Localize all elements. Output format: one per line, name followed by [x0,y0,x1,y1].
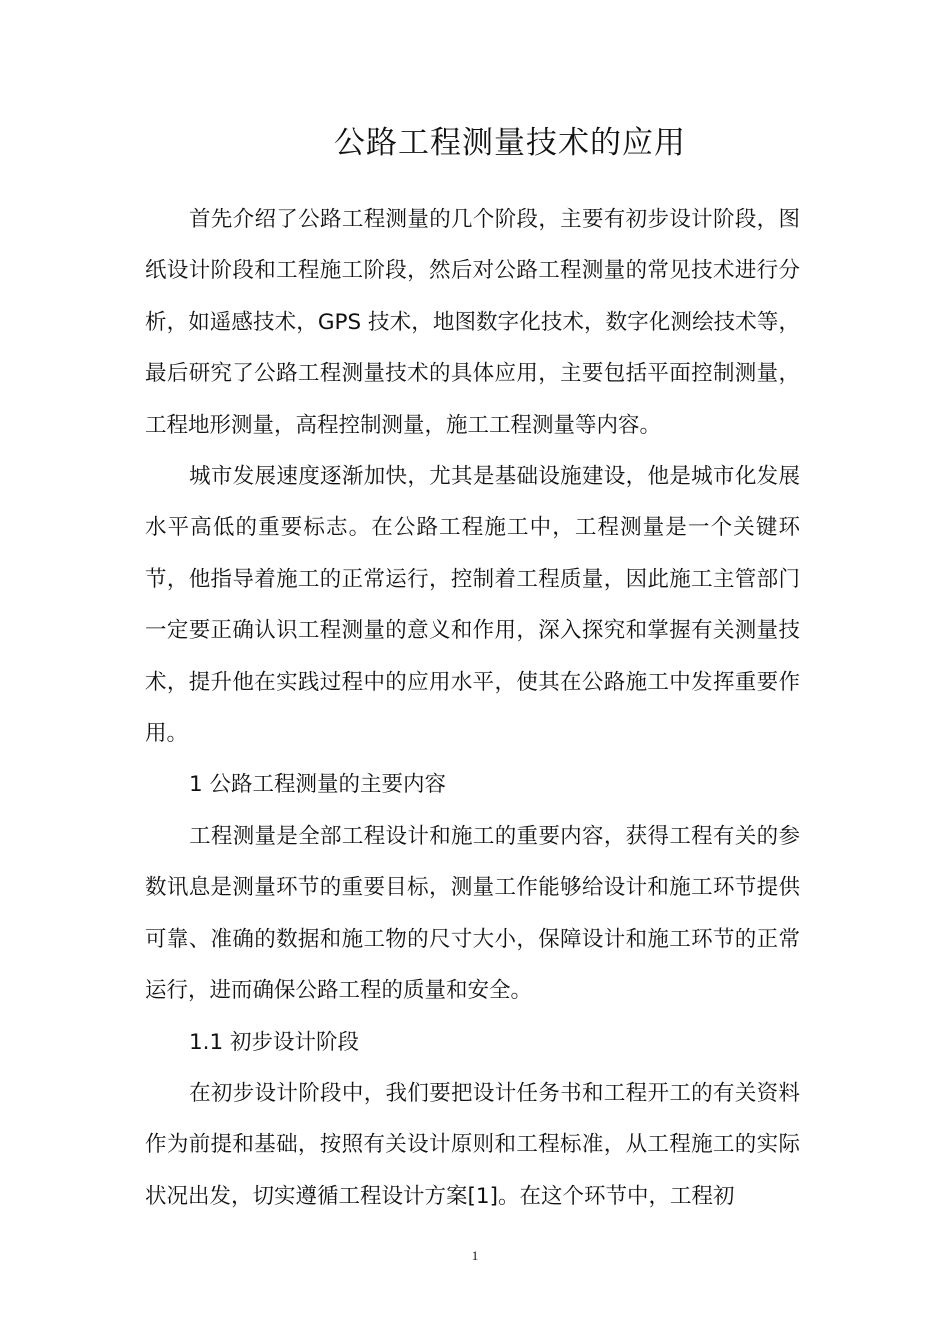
document-body [145,194,800,1222]
document-title: 公路工程测量技术的应用 [334,125,686,161]
section-heading-1: 1 公路工程测量的主要内容 [189,772,447,798]
section-heading-1-1: 1.1 初步设计阶段 [189,1029,360,1055]
paragraph-section-1: 工程测量是全部工程设计和施工的重要内容，获得工程有关的参数讯息是测量环节的重要目标，测量工作能够给设计和施工环节提供可靠、准确的数据和施工物的尺寸大小，保障设计和施工环节的正常运行，进而确保公路工程的质量和安全。 [145,823,800,1004]
paragraph-intro: 城市发展速度逐渐加快，尤其是基础设施建设，他是城市化发展水平高低的重要标志。在公路工程施工中，工程测量是一个关键环节，他指导着施工的正常运行，控制着工程质量，因此施工主管部门一定要正确认识工程测量的意义和作用，深入探究和掌握有关测量技术，提升他在实践过程中的应用水平，使其在公路施工中发挥重要作用。 [145,464,800,747]
page-number: 1 [471,1248,479,1263]
paragraph-abstract: 首先介绍了公路工程测量的几个阶段，主要有初步设计阶段，图纸设计阶段和工程施工阶段，然后对公路工程测量的常见技术进行分析，如遥感技术，GPS 技术，地图数字化技术，数字化测绘技术等，最后研究了公路工程测量技术的具体应用，主要包括平面控制测量，工程地形测量，高程控制测量，施工工程测量等内容。 [145,207,800,438]
paragraph-section-1-1: 在初步设计阶段中，我们要把设计任务书和工程开工的有关资料作为前提和基础，按照有关设计原则和工程标准，从工程施工的实际状况出发，切实遵循工程设计方案[1]。在这个环节中，工程初 [145,1080,800,1209]
